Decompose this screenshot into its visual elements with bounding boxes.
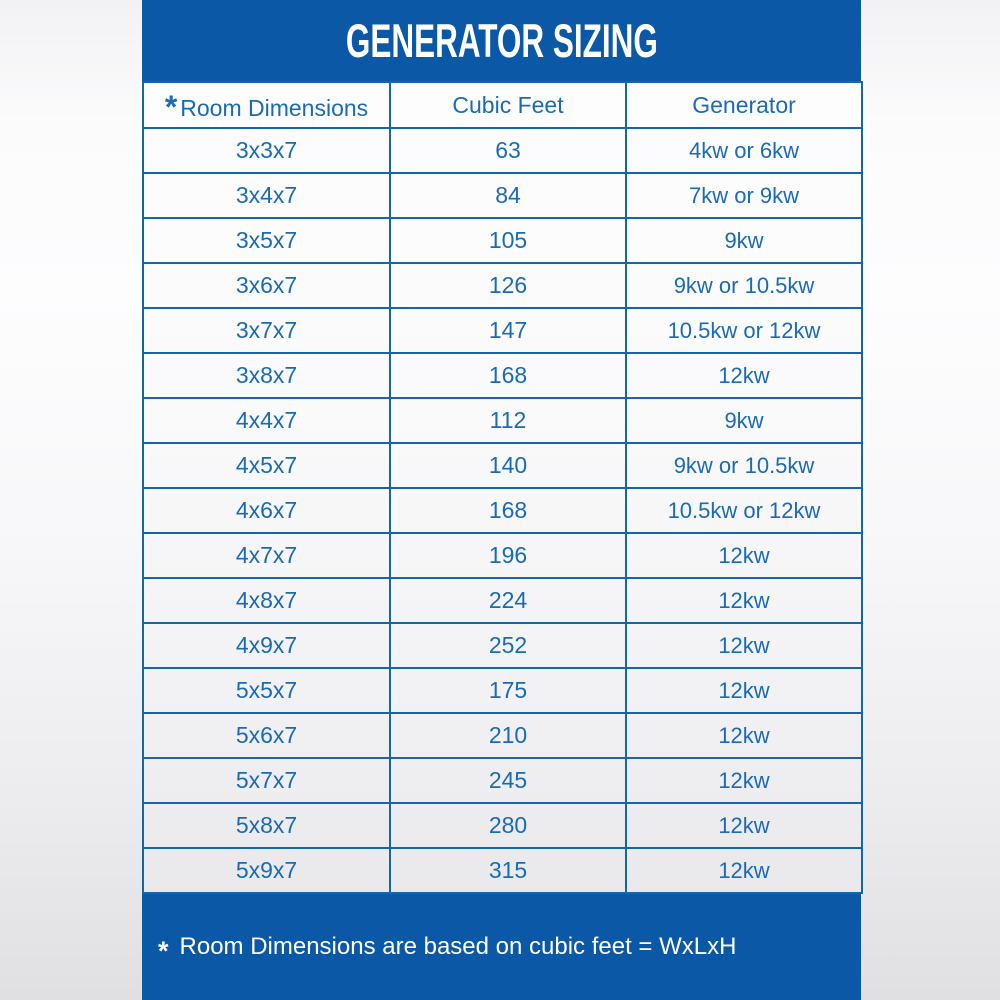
- room-dimensions-cell: 3x5x7: [143, 218, 390, 263]
- generator-cell: 4kw or 6kw: [626, 128, 862, 173]
- table-row: [143, 488, 862, 533]
- generator-cell: 9kw or 10.5kw: [626, 443, 862, 488]
- table-row: [143, 848, 862, 893]
- generator-sizing-table: [142, 81, 863, 894]
- page-title: GENERATOR SIZING: [345, 14, 658, 67]
- cubic-feet-cell: 140: [390, 443, 626, 488]
- table-row: [143, 398, 862, 443]
- room-dimensions-cell: 5x9x7: [143, 848, 390, 893]
- cubic-feet-cell: 168: [390, 488, 626, 533]
- generator-sizing-panel: [142, 0, 861, 1000]
- cubic-feet-cell: 112: [390, 398, 626, 443]
- table-row: [143, 713, 862, 758]
- cubic-feet-cell: 105: [390, 218, 626, 263]
- generator-cell: 12kw: [626, 533, 862, 578]
- table-row: [143, 308, 862, 353]
- cubic-feet-cell: 252: [390, 623, 626, 668]
- room-dimensions-cell: 3x7x7: [143, 308, 390, 353]
- room-dimensions-cell: 4x7x7: [143, 533, 390, 578]
- generator-cell: 9kw: [626, 398, 862, 443]
- room-dimensions-cell: 5x5x7: [143, 668, 390, 713]
- cubic-feet-cell: 147: [390, 308, 626, 353]
- room-dimensions-cell: 5x7x7: [143, 758, 390, 803]
- table-body: [143, 128, 862, 893]
- table-row: [143, 533, 862, 578]
- generator-cell: 10.5kw or 12kw: [626, 308, 862, 353]
- room-dimensions-cell: 5x6x7: [143, 713, 390, 758]
- cubic-feet-cell: 315: [390, 848, 626, 893]
- cubic-feet-cell: 196: [390, 533, 626, 578]
- generator-cell: 12kw: [626, 353, 862, 398]
- generator-cell: 12kw: [626, 758, 862, 803]
- generator-cell: 12kw: [626, 713, 862, 758]
- cubic-feet-cell: 280: [390, 803, 626, 848]
- table-row: [143, 263, 862, 308]
- cubic-feet-cell: 175: [390, 668, 626, 713]
- table-row: [143, 578, 862, 623]
- generator-cell: 9kw or 10.5kw: [626, 263, 862, 308]
- table-row: [143, 623, 862, 668]
- cubic-feet-cell: 210: [390, 713, 626, 758]
- table-row: [143, 218, 862, 263]
- generator-cell: 9kw: [626, 218, 862, 263]
- generator-cell: 12kw: [626, 803, 862, 848]
- cubic-feet-cell: 84: [390, 173, 626, 218]
- table-row: [143, 443, 862, 488]
- table-row: [143, 803, 862, 848]
- generator-cell: 7kw or 9kw: [626, 173, 862, 218]
- generator-cell: 12kw: [626, 668, 862, 713]
- cubic-feet-cell: 168: [390, 353, 626, 398]
- room-dimensions-cell: 4x8x7: [143, 578, 390, 623]
- footnote-text: Room Dimensions are based on cubic feet = WxLxH: [179, 933, 737, 960]
- cubic-feet-cell: 126: [390, 263, 626, 308]
- table-row: [143, 668, 862, 713]
- room-dimensions-cell: 3x6x7: [143, 263, 390, 308]
- column-header-room-dimensions-label: Room Dimensions: [180, 94, 369, 121]
- room-dimensions-cell: 4x6x7: [143, 488, 390, 533]
- cubic-feet-cell: 245: [390, 758, 626, 803]
- title-bar: [142, 0, 861, 81]
- asterisk-marker: *: [164, 88, 178, 125]
- table-row: [143, 353, 862, 398]
- generator-cell: 12kw: [626, 578, 862, 623]
- footer-note: [142, 894, 861, 1000]
- column-header-cubic-feet: Cubic Feet: [390, 82, 626, 128]
- table-row: [143, 128, 862, 173]
- footnote-asterisk: *: [158, 935, 169, 966]
- room-dimensions-cell: 5x8x7: [143, 803, 390, 848]
- cubic-feet-cell: 224: [390, 578, 626, 623]
- room-dimensions-cell: 3x8x7: [143, 353, 390, 398]
- room-dimensions-cell: 4x9x7: [143, 623, 390, 668]
- generator-cell: 12kw: [626, 623, 862, 668]
- table-header-row: [143, 82, 862, 128]
- table-row: [143, 758, 862, 803]
- room-dimensions-cell: 3x4x7: [143, 173, 390, 218]
- table-row: [143, 173, 862, 218]
- room-dimensions-cell: 4x4x7: [143, 398, 390, 443]
- generator-cell: 10.5kw or 12kw: [626, 488, 862, 533]
- room-dimensions-cell: 4x5x7: [143, 443, 390, 488]
- column-header-room-dimensions: [143, 82, 390, 128]
- room-dimensions-cell: 3x3x7: [143, 128, 390, 173]
- generator-cell: 12kw: [626, 848, 862, 893]
- cubic-feet-cell: 63: [390, 128, 626, 173]
- column-header-generator: Generator: [626, 82, 862, 128]
